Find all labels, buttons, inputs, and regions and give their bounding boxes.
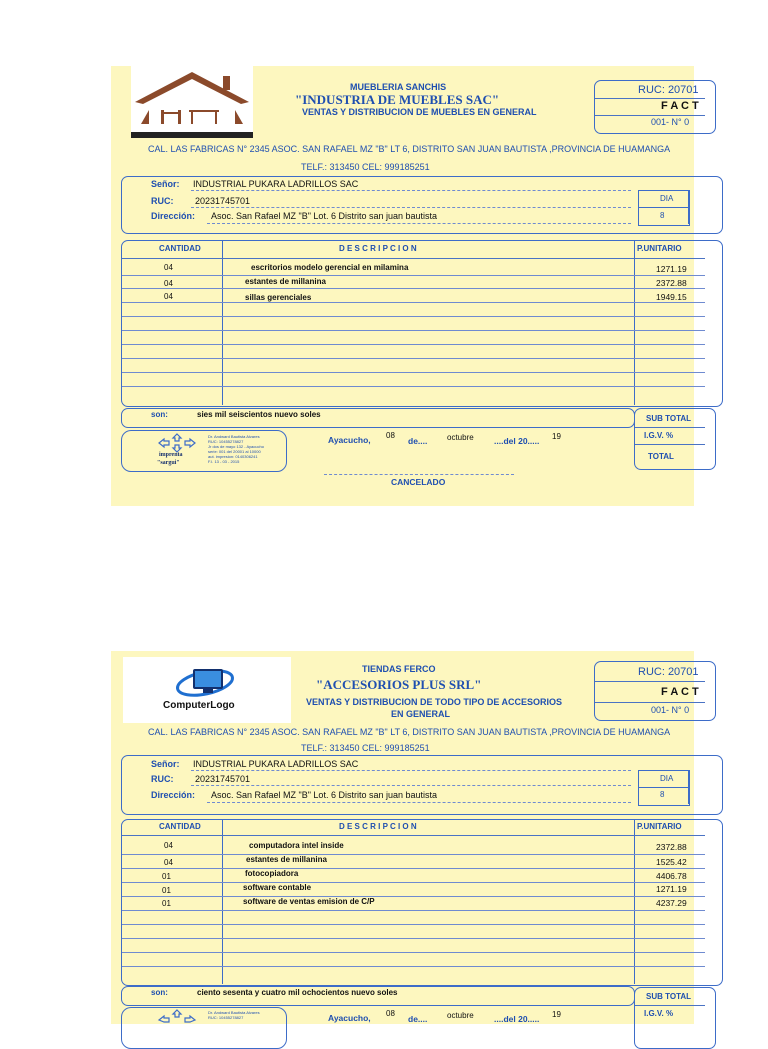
items-table	[121, 819, 723, 986]
item-desc: software de ventas emision de C/P	[243, 897, 375, 906]
company-phone: TELF.: 313450 CEL: 999185251	[301, 743, 430, 753]
dia-label: DIA	[660, 194, 674, 203]
client-address: Asoc. San Rafael MZ "B" Lot. 6 Distrito san juan bautista	[211, 790, 437, 800]
printer-info: Dr. Andward Bautista Alvares RUC: 10455278827 Jr dos de mayo 132 - Ayacucho serie: 001 del 20001 al 10000 aut. impresion: 0140306241 F.I. 13 - 03 - 2015	[208, 434, 264, 464]
printer-name: imprenta	[159, 452, 183, 458]
item-price: 1525.42	[656, 857, 687, 867]
cantidad-header: CANTIDAD	[159, 822, 201, 831]
company-address: CAL. LAS FABRICAS N° 2345 ASOC. SAN RAFAEL MZ "B" LT 6, DISTRITO SAN JUAN BAUTISTA ,PROVINCIA DE HUAMANGA	[148, 144, 671, 154]
item-qty: 04	[164, 292, 173, 301]
item-qty: 04	[164, 858, 173, 867]
year: 19	[552, 1010, 561, 1019]
descripcion-header: D E S C R I P C I O N	[339, 244, 417, 253]
computer-logo	[123, 657, 291, 723]
company-phone: TELF.: 313450 CEL: 999185251	[301, 162, 430, 172]
descripcion-header: D E S C R I P C I O N	[339, 822, 417, 831]
document-type: F A C T	[661, 100, 699, 112]
senor-label: Señor:	[151, 179, 180, 189]
cantidad-header: CANTIDAD	[159, 244, 201, 253]
igv-label: I.G.V. %	[644, 431, 674, 440]
dia-value: 8	[660, 790, 665, 799]
item-desc: escritorios modelo gerencial en milamina	[251, 263, 409, 272]
series-number: 001- N° 0	[651, 117, 690, 127]
item-price: 2372.88	[656, 278, 687, 288]
company-name: "INDUSTRIA DE MUEBLES SAC"	[295, 92, 500, 107]
son-label: son:	[151, 988, 168, 997]
invoice-2	[111, 651, 699, 1024]
company-small-name: TIENDAS FERCO	[362, 664, 436, 674]
igv-label: I.G.V. %	[644, 1009, 674, 1018]
client-address: Asoc. San Rafael MZ "B" Lot. 6 Distrito san juan bautista	[211, 211, 437, 221]
total-label: TOTAL	[648, 452, 674, 461]
client-name: INDUSTRIAL PUKARA LADRILLOS SAC	[193, 759, 359, 769]
company-name: "ACCESORIOS PLUS SRL"	[316, 677, 482, 692]
item-qty: 01	[162, 886, 171, 895]
de-label: de....	[408, 1014, 428, 1024]
item-price: 2372.88	[656, 842, 687, 852]
month: octubre	[447, 1011, 474, 1020]
item-qty: 04	[164, 841, 173, 850]
day: 08	[386, 1009, 395, 1018]
item-price: 4406.78	[656, 871, 687, 881]
company-tagline-2: EN GENERAL	[391, 709, 451, 719]
items-table	[121, 240, 723, 407]
document-type: F A C T	[661, 686, 699, 698]
item-desc: estantes de millanina	[245, 277, 326, 286]
item-desc: sillas gerenciales	[245, 293, 312, 302]
subtotal-label: SUB TOTAL	[646, 992, 692, 1001]
cancelado-label: CANCELADO	[391, 477, 446, 487]
item-desc: software contable	[243, 883, 312, 892]
dia-label: DIA	[660, 774, 674, 783]
ruc-number: RUC: 20701	[638, 666, 699, 678]
client-ruc: 20231745701	[195, 774, 251, 784]
punitario-header: P.UNITARIO	[637, 244, 682, 253]
printer-stamp	[121, 1007, 287, 1049]
ruc-number: RUC: 20701	[638, 84, 699, 96]
item-price: 1271.19	[656, 264, 687, 274]
item-price: 1949.15	[656, 292, 687, 302]
day: 08	[386, 431, 395, 440]
company-tagline: VENTAS Y DISTRIBUCION DE MUEBLES EN GENERAL	[302, 107, 537, 117]
item-price: 4237.29	[656, 898, 687, 908]
de-label: de....	[408, 436, 428, 446]
amount-in-words: sies mil seiscientos nuevo soles	[197, 410, 321, 419]
item-price: 1271.19	[656, 884, 687, 894]
company-small-name: MUEBLERIA SANCHIS	[350, 82, 447, 92]
item-qty: 01	[162, 872, 171, 881]
place: Ayacucho,	[328, 1013, 371, 1023]
computer-logo-text: ComputerLogo	[163, 700, 235, 711]
printer-brand: "sargui"	[157, 460, 180, 466]
subtotal-label: SUB TOTAL	[646, 414, 692, 423]
item-desc: fotocopiadora	[245, 869, 299, 878]
direccion-label: Dirección:	[151, 211, 196, 221]
client-ruc-label: RUC:	[151, 774, 174, 784]
invoice-1	[111, 66, 699, 506]
amount-in-words: ciento sesenta y cuatro mil ochocientos nuevo soles	[197, 988, 398, 997]
company-address: CAL. LAS FABRICAS N° 2345 ASOC. SAN RAFAEL MZ "B" LT 6, DISTRITO SAN JUAN BAUTISTA ,PROVINCIA DE HUAMANGA	[148, 727, 671, 737]
series-number: 001- N° 0	[651, 705, 690, 715]
printer-info: Dr. Andward Bautista Alvares RUC: 10455278827	[208, 1010, 260, 1020]
senor-label: Señor:	[151, 759, 180, 769]
client-name: INDUSTRIAL PUKARA LADRILLOS SAC	[193, 179, 359, 189]
item-desc: estantes de millanina	[246, 855, 327, 864]
year: 19	[552, 432, 561, 441]
company-tagline: VENTAS Y DISTRIBUCION DE TODO TIPO DE ACCESORIOS	[306, 697, 563, 707]
son-label: son:	[151, 410, 168, 419]
client-ruc-label: RUC:	[151, 196, 174, 206]
month: octubre	[447, 433, 474, 442]
del-label: ....del 20.....	[494, 436, 540, 446]
del-label: ....del 20.....	[494, 1014, 540, 1024]
item-qty: 04	[164, 279, 173, 288]
item-qty: 01	[162, 899, 171, 908]
place: Ayacucho,	[328, 435, 371, 445]
printer-logo-icon	[157, 1008, 197, 1029]
dia-value: 8	[660, 211, 665, 220]
furniture-logo	[131, 66, 253, 138]
item-desc: computadora intel inside	[249, 841, 344, 850]
item-qty: 04	[164, 263, 173, 272]
direccion-label: Dirección:	[151, 790, 196, 800]
punitario-header: P.UNITARIO	[637, 822, 682, 831]
client-ruc: 20231745701	[195, 196, 251, 206]
